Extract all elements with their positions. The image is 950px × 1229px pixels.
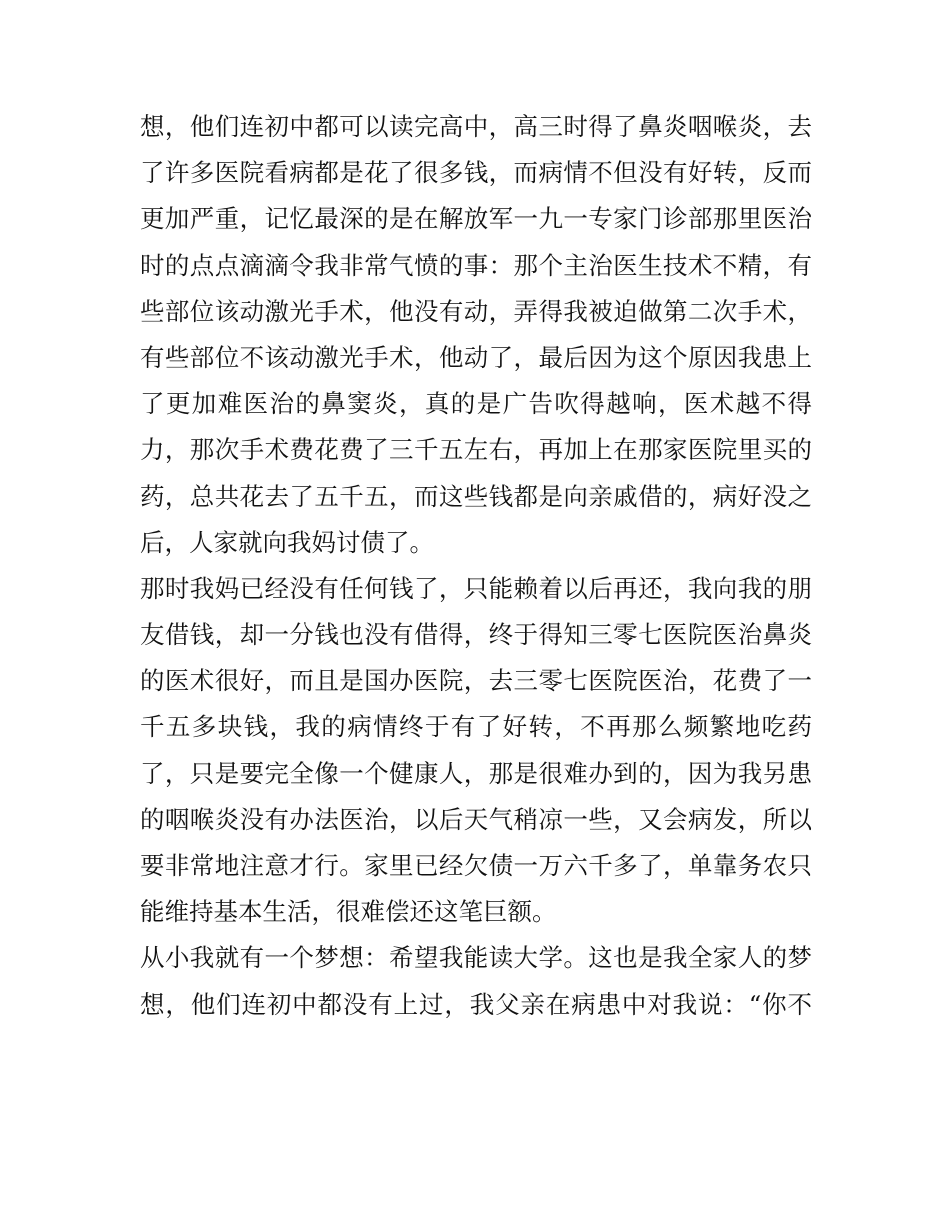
text-line: 有些部位不该动激光手术，他动了，最后因为这个原因我患上 [140,342,812,372]
paragraph-2 [140,566,812,936]
text-line: 想，他们连初中都没有上过，我父亲在病患中对我说：“你不 [140,989,812,1019]
text-line: 千五多块钱，我的病情终于有了好转，不再那么频繁地吃药 [140,712,812,742]
text-line: 了，只是要完全像一个健康人，那是很难办到的，因为我另患 [140,758,812,788]
document-body [140,104,812,1028]
text-line: 从小我就有一个梦想：希望我能读大学。这也是我全家人的梦 [140,943,812,973]
text-line: 些部位该动激光手术，他没有动，弄得我被迫做第二次手术， [140,296,812,326]
text-line: 要非常地注意才行。家里已经欠债一万六千多了，单靠务农只 [140,851,812,880]
paragraph-1 [140,104,812,566]
text-line: 的咽喉炎没有办法医治，以后天气稍凉一些，又会病发，所以 [140,804,812,834]
text-line: 那时我妈已经没有任何钱了，只能赖着以后再还，我向我的朋 [140,573,812,603]
text-line: 想，他们连初中都可以读完高中，高三时得了鼻炎咽喉炎，去 [140,112,812,141]
text-line: 药，总共花去了五千五，而这些钱都是向亲戚借的，病好没之 [140,481,812,511]
text-line: 时的点点滴滴令我非常气愤的事：那个主治医生技术不精，有 [140,250,812,280]
text-line: 后，人家就向我妈讨债了。 [140,527,434,557]
text-line: 力，那次手术费花费了三千五左右，再加上在那家医院里买的 [140,435,812,465]
text-line: 了更加难医治的鼻窦炎，真的是广告吹得越响，医术越不得 [140,389,812,419]
text-line: 更加严重，记忆最深的是在解放军一九一专家门诊部那里医治 [140,204,812,234]
text-line: 能维持基本生活，很难偿还这笔巨额。 [140,897,557,927]
text-line: 的医术很好，而且是国办医院，去三零七医院医治，花费了一 [140,666,812,696]
text-line: 友借钱，却一分钱也没有借得，终于得知三零七医院医治鼻炎 [140,620,812,650]
text-line: 了许多医院看病都是花了很多钱，而病情不但没有好转，反而 [140,158,812,188]
paragraph-3 [140,935,812,1027]
